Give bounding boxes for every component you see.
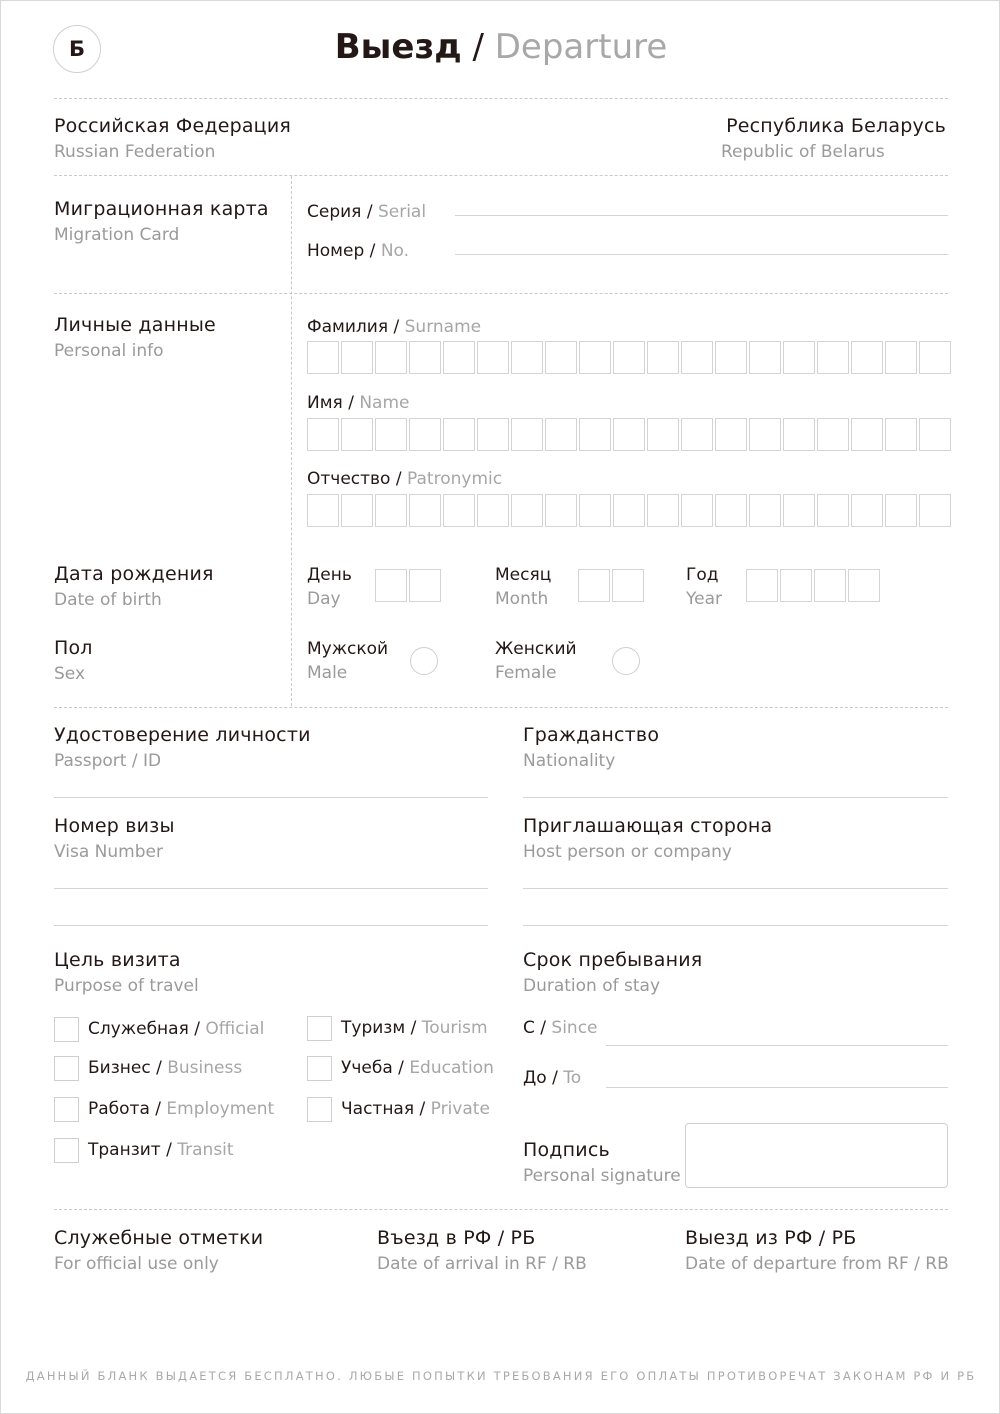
education-checkbox[interactable] <box>307 1056 332 1081</box>
education-en: Education <box>409 1058 494 1078</box>
char-cell[interactable] <box>746 569 778 602</box>
char-cell[interactable] <box>579 418 611 451</box>
employment-label: Работа / Employment <box>88 1099 275 1119</box>
country-left-ru: Российская Федерация <box>54 115 291 137</box>
transit-label: Транзит / Transit <box>88 1140 234 1160</box>
since-ru: С <box>523 1018 535 1038</box>
char-cell[interactable] <box>681 341 713 374</box>
day-label-ru: День <box>307 565 352 585</box>
char-cell[interactable] <box>681 494 713 527</box>
badge-letter: Б <box>68 37 85 61</box>
footer-notice: ДАННЫЙ БЛАНК ВЫДАЕТСЯ БЕСПЛАТНО. ЛЮБЫЕ ПОПЫТКИ ТРЕБОВАНИЯ ЕГО ОПЛАТЫ ПРОТИВОРЕЧАТ ЗАКОНАМ РФ И РБ <box>25 1369 977 1383</box>
to-ru: До <box>523 1068 547 1088</box>
char-cell[interactable] <box>511 341 543 374</box>
char-cell[interactable] <box>409 341 441 374</box>
education-label: Учеба / Education <box>341 1058 494 1078</box>
host-label-ru: Приглашающая сторона <box>523 815 773 837</box>
official-use-label-ru: Служебные отметки <box>54 1227 264 1249</box>
host-label-en: Host person or company <box>523 842 732 862</box>
char-cell[interactable] <box>307 494 339 527</box>
transit-ru: Транзит <box>88 1140 161 1160</box>
arrival-label-ru: Въезд в РФ / РБ <box>377 1227 536 1249</box>
patronymic-label: Отчество / Patronymic <box>307 469 503 489</box>
char-cell[interactable] <box>307 418 339 451</box>
char-cell[interactable] <box>341 341 373 374</box>
char-cell[interactable] <box>647 341 679 374</box>
country-right-ru: Республика Беларусь <box>726 115 946 137</box>
passport-field[interactable] <box>54 797 488 798</box>
name-label: Имя / Name <box>307 393 410 413</box>
char-cell[interactable] <box>477 494 509 527</box>
education-ru: Учеба <box>341 1058 393 1078</box>
transit-checkbox[interactable] <box>54 1138 79 1163</box>
since-field[interactable] <box>606 1045 948 1046</box>
char-cell[interactable] <box>341 418 373 451</box>
char-cell[interactable] <box>783 494 815 527</box>
divider <box>54 98 948 99</box>
female-label-en: Female <box>495 663 557 683</box>
char-cell[interactable] <box>715 418 747 451</box>
tourism-label: Туризм / Tourism <box>341 1018 488 1038</box>
char-cell[interactable] <box>749 494 781 527</box>
char-cell[interactable] <box>443 494 475 527</box>
divider <box>54 293 948 294</box>
tourism-ru: Туризм <box>341 1018 406 1038</box>
char-cell[interactable] <box>817 494 849 527</box>
surname-label-ru: Фамилия <box>307 317 389 337</box>
host-field-extra[interactable] <box>523 925 948 926</box>
surname-cells[interactable] <box>307 341 951 374</box>
male-label-ru: Мужской <box>307 639 389 659</box>
since-en: Since <box>551 1018 598 1038</box>
personal-info-label-ru: Личные данные <box>54 314 216 336</box>
char-cell[interactable] <box>578 569 610 602</box>
serial-label-en: Serial <box>377 202 427 222</box>
sex-label-en: Sex <box>54 664 86 684</box>
month-label-ru: Месяц <box>495 565 552 585</box>
nationality-field[interactable] <box>523 797 948 798</box>
migration-card-label-en: Migration Card <box>54 225 180 245</box>
char-cell[interactable] <box>715 341 747 374</box>
char-cell[interactable] <box>477 418 509 451</box>
serial-label: Серия / Serial <box>307 202 427 222</box>
visa-label-ru: Номер визы <box>54 815 175 837</box>
official-checkbox[interactable] <box>54 1017 79 1042</box>
char-cell[interactable] <box>885 494 917 527</box>
char-cell[interactable] <box>443 418 475 451</box>
departure-label-ru: Выезд из РФ / РБ <box>685 1227 857 1249</box>
char-cell[interactable] <box>919 418 951 451</box>
signature-label-en: Personal signature <box>523 1166 681 1186</box>
char-cell[interactable] <box>613 341 645 374</box>
char-cell[interactable] <box>919 341 951 374</box>
char-cell[interactable] <box>851 341 883 374</box>
duration-label-en: Duration of stay <box>523 976 661 996</box>
tourism-en: Tourism <box>421 1018 488 1038</box>
patronymic-label-en: Patronymic <box>407 469 503 489</box>
char-cell[interactable] <box>647 418 679 451</box>
char-cell[interactable] <box>579 341 611 374</box>
char-cell[interactable] <box>477 341 509 374</box>
number-label-ru: Номер <box>307 241 365 261</box>
day-label-en: Day <box>307 589 341 609</box>
to-field[interactable] <box>606 1087 948 1088</box>
migration-card-label-ru: Миграционная карта <box>54 198 269 220</box>
official-en: Official <box>205 1019 265 1039</box>
char-cell[interactable] <box>613 418 645 451</box>
patronymic-cells[interactable] <box>307 494 951 527</box>
since-label: С / Since <box>523 1018 598 1038</box>
year-label-en: Year <box>686 589 722 609</box>
departure-label-en: Date of departure from RF / RB <box>685 1254 949 1274</box>
char-cell[interactable] <box>341 494 373 527</box>
char-cell[interactable] <box>307 341 339 374</box>
char-cell[interactable] <box>783 418 815 451</box>
employment-en: Employment <box>166 1099 275 1119</box>
char-cell[interactable] <box>612 569 644 602</box>
female-radio[interactable] <box>612 647 640 675</box>
month-cells[interactable] <box>578 569 644 602</box>
char-cell[interactable] <box>885 341 917 374</box>
business-ru: Бизнес <box>88 1058 151 1078</box>
visa-field[interactable] <box>54 888 488 889</box>
year-cells[interactable] <box>746 569 880 602</box>
char-cell[interactable] <box>375 341 407 374</box>
name-label-ru: Имя <box>307 393 343 413</box>
char-cell[interactable] <box>511 418 543 451</box>
to-en: To <box>563 1068 582 1088</box>
nationality-label-ru: Гражданство <box>523 724 660 746</box>
name-cells[interactable] <box>307 418 951 451</box>
official-ru: Служебная <box>88 1019 189 1039</box>
char-cell[interactable] <box>780 569 812 602</box>
visa-field-extra[interactable] <box>54 925 488 926</box>
char-cell[interactable] <box>579 494 611 527</box>
serial-field[interactable] <box>455 215 948 216</box>
female-label-ru: Женский <box>495 639 577 659</box>
private-label: Частная / Private <box>341 1099 490 1119</box>
tourism-checkbox[interactable] <box>307 1016 332 1041</box>
char-cell[interactable] <box>814 569 846 602</box>
char-cell[interactable] <box>511 494 543 527</box>
month-label-en: Month <box>495 589 549 609</box>
purpose-label-en: Purpose of travel <box>54 976 199 996</box>
sex-label-ru: Пол <box>54 637 93 659</box>
patronymic-label-ru: Отчество <box>307 469 391 489</box>
transit-en: Transit <box>177 1140 234 1160</box>
char-cell[interactable] <box>613 494 645 527</box>
char-cell[interactable] <box>375 569 407 602</box>
duration-label-ru: Срок пребывания <box>523 949 703 971</box>
name-label-en: Name <box>359 393 410 413</box>
year-label-ru: Год <box>686 565 719 585</box>
birth-date-label-en: Date of birth <box>54 590 162 610</box>
business-label: Бизнес / Business <box>88 1058 243 1078</box>
char-cell[interactable] <box>409 494 441 527</box>
country-left-en: Russian Federation <box>54 142 216 162</box>
country-right-en: Republic of Belarus <box>721 142 885 162</box>
visa-label-en: Visa Number <box>54 842 163 862</box>
surname-label-en: Surname <box>404 317 482 337</box>
divider <box>54 707 948 708</box>
nationality-label-en: Nationality <box>523 751 616 771</box>
char-cell[interactable] <box>375 494 407 527</box>
divider <box>54 1209 948 1210</box>
arrival-label-en: Date of arrival in RF / RB <box>377 1254 587 1274</box>
host-field[interactable] <box>523 888 948 889</box>
char-cell[interactable] <box>409 569 441 602</box>
number-label-en: No. <box>380 241 410 261</box>
char-cell[interactable] <box>919 494 951 527</box>
page-title <box>1 27 1000 67</box>
business-en: Business <box>167 1058 243 1078</box>
business-checkbox[interactable] <box>54 1056 79 1081</box>
char-cell[interactable] <box>545 418 577 451</box>
char-cell[interactable] <box>545 494 577 527</box>
title-ru: Выезд <box>334 27 462 67</box>
char-cell[interactable] <box>647 494 679 527</box>
char-cell[interactable] <box>681 418 713 451</box>
char-cell[interactable] <box>715 494 747 527</box>
char-cell[interactable] <box>375 418 407 451</box>
employment-checkbox[interactable] <box>54 1097 79 1122</box>
column-divider <box>291 176 292 706</box>
char-cell[interactable] <box>443 341 475 374</box>
personal-info-label-en: Personal info <box>54 341 164 361</box>
char-cell[interactable] <box>749 341 781 374</box>
number-label: Номер / No. <box>307 241 410 261</box>
divider <box>54 175 948 176</box>
char-cell[interactable] <box>885 418 917 451</box>
male-label-en: Male <box>307 663 348 683</box>
official-use-label-en: For official use only <box>54 1254 219 1274</box>
char-cell[interactable] <box>783 341 815 374</box>
purpose-label-ru: Цель визита <box>54 949 181 971</box>
official-label: Служебная / Official <box>88 1019 265 1039</box>
serial-label-ru: Серия <box>307 202 362 222</box>
char-cell[interactable] <box>409 418 441 451</box>
private-en: Private <box>430 1099 490 1119</box>
birth-date-label-ru: Дата рождения <box>54 563 214 585</box>
char-cell[interactable] <box>749 418 781 451</box>
title-separator: / <box>472 27 484 67</box>
private-checkbox[interactable] <box>307 1097 332 1122</box>
char-cell[interactable] <box>545 341 577 374</box>
char-cell[interactable] <box>817 418 849 451</box>
title-en: Departure <box>494 27 668 67</box>
passport-label-en: Passport / ID <box>54 751 162 771</box>
male-radio[interactable] <box>410 647 438 675</box>
day-cells[interactable] <box>375 569 441 602</box>
signature-box[interactable] <box>685 1123 948 1188</box>
surname-label: Фамилия / Surname <box>307 317 482 337</box>
char-cell[interactable] <box>851 494 883 527</box>
employment-ru: Работа <box>88 1099 150 1119</box>
passport-label-ru: Удостоверение личности <box>54 724 311 746</box>
number-field[interactable] <box>455 254 948 255</box>
char-cell[interactable] <box>848 569 880 602</box>
char-cell[interactable] <box>851 418 883 451</box>
char-cell[interactable] <box>817 341 849 374</box>
to-label: До / To <box>523 1068 582 1088</box>
signature-label-ru: Подпись <box>523 1139 610 1161</box>
private-ru: Частная <box>341 1099 415 1119</box>
